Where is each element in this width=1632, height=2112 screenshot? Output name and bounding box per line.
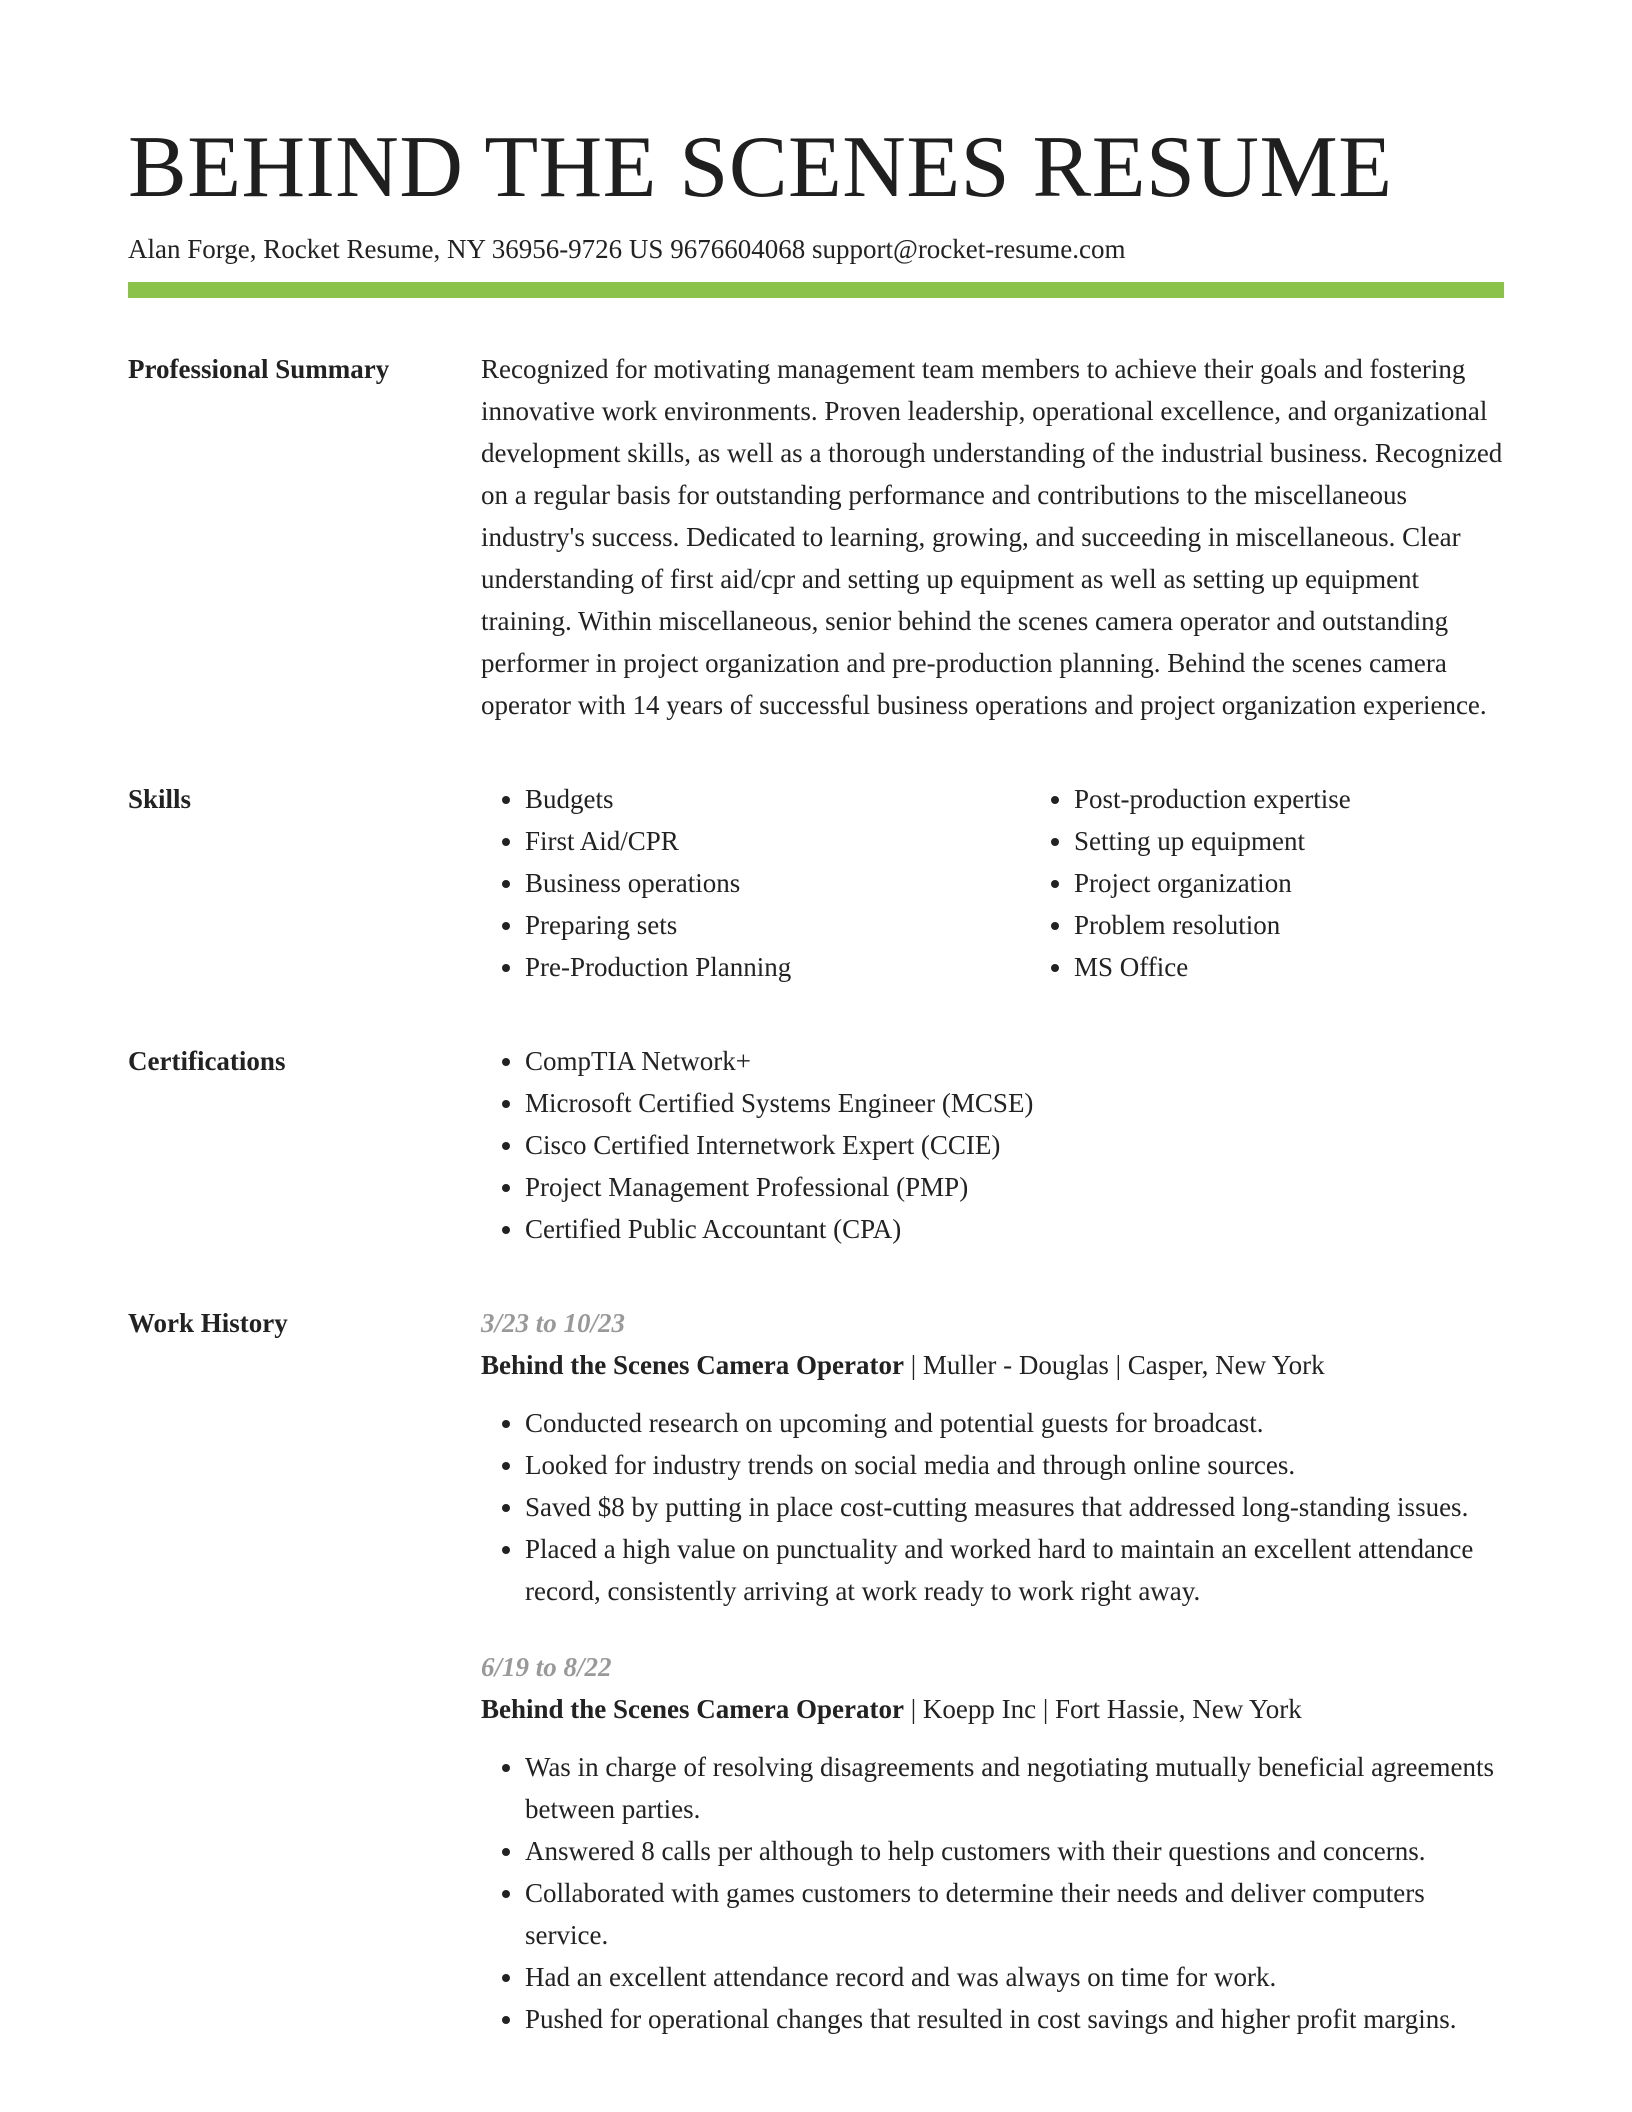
job-bullet: • Collaborated with games customers to determine their needs and deliver computers service. — [525, 1872, 1504, 1956]
skill-item: • Budgets — [525, 778, 1030, 820]
work-history-body — [481, 1302, 1504, 2040]
certifications-body — [481, 1040, 1504, 1250]
skill-item: • MS Office — [1074, 946, 1579, 988]
job-bullet: • Pushed for operational changes that resulted in cost savings and higher profit margins. — [525, 1998, 1504, 2040]
certification-item: • Microsoft Certified Systems Engineer (MCSE) — [525, 1082, 1504, 1124]
skill-item: • Problem resolution — [1074, 904, 1579, 946]
job-bullet: • Was in charge of resolving disagreements and negotiating mutually beneficial agreements between parties. — [525, 1746, 1504, 1830]
certifications-section — [128, 1040, 1504, 1250]
certification-item: • CompTIA Network+ — [525, 1040, 1504, 1082]
job-employer: | Muller - Douglas | Casper, New York — [903, 1350, 1325, 1380]
job-bullet: • Looked for industry trends on social media and through online sources. — [525, 1444, 1504, 1486]
skill-item: • Pre-Production Planning — [525, 946, 1030, 988]
skill-item: • Setting up equipment — [1074, 820, 1579, 862]
summary-text: Recognized for motivating management team members to achieve their goals and fostering innovative work environments. Proven leadership, operational excellence, and organizational development skills, as well as a thorough understanding of the industrial business. Recognized on a regular basis for outstanding performance and contributions to the miscellaneous industry's success. Dedicated to learning, growing, and succeeding in miscellaneous. Clear understanding of first aid/cpr and setting up equipment as well as setting up equipment training. Within miscellaneous, senior behind the scenes camera operator and outstanding performer in project organization and pre-production planning. Behind the scenes camera operator with 14 years of successful business operations and project organization experience. — [481, 354, 1503, 720]
job-bullet: • Saved $8 by putting in place cost-cutting measures that addressed long-standing issues. — [525, 1486, 1504, 1528]
job-bullets — [481, 1746, 1504, 2040]
summary-label: Professional Summary — [128, 354, 390, 384]
job-bullets — [481, 1402, 1504, 1612]
contact-line: Alan Forge, Rocket Resume, NY 36956-9726 US 9676604068 support@rocket-resume.com — [128, 234, 1126, 264]
certifications-list — [481, 1040, 1504, 1250]
certifications-label: Certifications — [128, 1046, 286, 1076]
work-history-label: Work History — [128, 1308, 288, 1338]
job-bullet: • Conducted research on upcoming and potential guests for broadcast. — [525, 1402, 1504, 1444]
job-bullet: • Answered 8 calls per although to help customers with their questions and concerns. — [525, 1830, 1504, 1872]
summary-section — [128, 348, 1504, 726]
job-bullet: • Had an excellent attendance record and was always on time for work. — [525, 1956, 1504, 1998]
job-date: 6/19 to 8/22 — [481, 1652, 612, 1682]
skills-list-right — [1030, 778, 1579, 988]
job-employer: | Koepp Inc | Fort Hassie, New York — [903, 1694, 1302, 1724]
skills-label: Skills — [128, 784, 192, 814]
job-bullet: • Placed a high value on punctuality and worked hard to maintain an excellent attendance record, consistently arriving at work ready to work right away. — [525, 1528, 1504, 1612]
skill-item: • First Aid/CPR — [525, 820, 1030, 862]
certification-item: • Cisco Certified Internetwork Expert (CCIE) — [525, 1124, 1504, 1166]
skill-item: • Preparing sets — [525, 904, 1030, 946]
summary-body — [481, 348, 1504, 726]
job-date: 3/23 to 10/23 — [481, 1308, 626, 1338]
job-entry — [481, 1302, 1504, 1612]
skill-item: • Business operations — [525, 862, 1030, 904]
job-title: Behind the Scenes Camera Operator — [481, 1350, 904, 1380]
skills-section — [128, 778, 1504, 988]
skill-item: • Post-production expertise — [1074, 778, 1579, 820]
skills-body — [481, 778, 1579, 988]
resume-title: BEHIND THE SCENES RESUME — [128, 119, 1393, 216]
job-entry — [481, 1646, 1504, 2040]
job-title: Behind the Scenes Camera Operator — [481, 1694, 904, 1724]
skill-item: • Project organization — [1074, 862, 1579, 904]
job-heading — [481, 1344, 1504, 1386]
certification-item: • Project Management Professional (PMP) — [525, 1166, 1504, 1208]
header-divider — [128, 282, 1504, 298]
skills-list-left — [481, 778, 1030, 988]
job-heading — [481, 1688, 1504, 1730]
work-history-section — [128, 1302, 1504, 2040]
certification-item: • Certified Public Accountant (CPA) — [525, 1208, 1504, 1250]
